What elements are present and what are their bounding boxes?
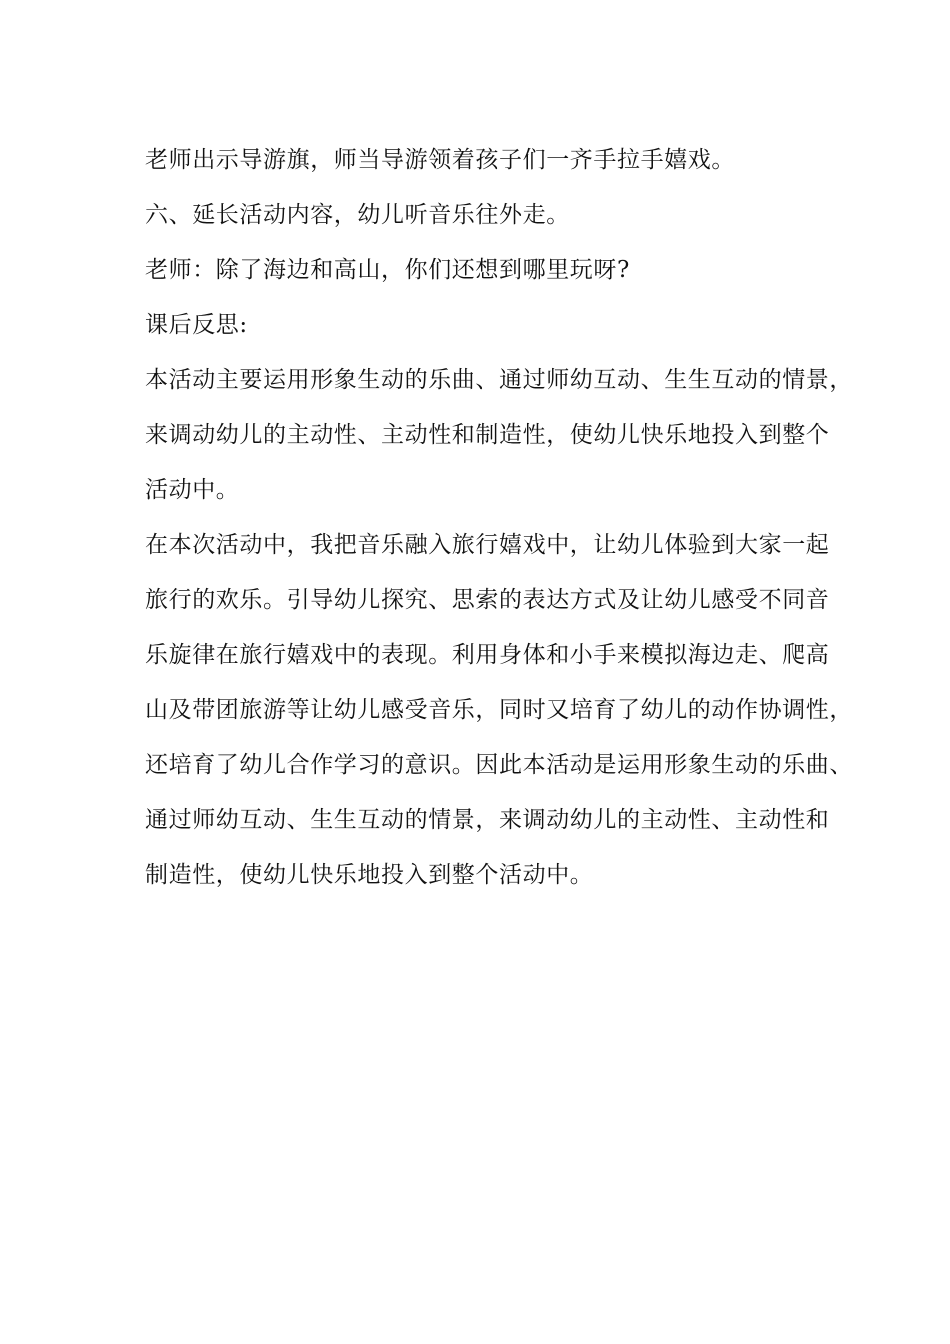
text-line-8: 在本次活动中，我把音乐融入旅行嬉戏中，让幼儿体验到大家一起 — [145, 532, 830, 558]
text-line-9: 旅行的欢乐。引导幼儿探究、思索的表达方式及让幼儿感受不同音 — [145, 587, 830, 613]
text-line-6: 来调动幼儿的主动性、主动性和制造性，使幼儿快乐地投入到整个 — [145, 422, 830, 448]
section-heading: 课后反思: — [145, 312, 248, 338]
document-body — [145, 133, 853, 903]
text-line-5: 本活动主要运用形象生动的乐曲、通过师幼互动、生生互动的情景， — [145, 367, 853, 393]
text-line-2: 六、延长活动内容，幼儿听音乐往外走。 — [145, 202, 570, 228]
text-line-14: 制造性，使幼儿快乐地投入到整个活动中。 — [145, 862, 594, 888]
text-line-1: 老师出示导游旗，师当导游领着孩子们一齐手拉手嬉戏。 — [145, 147, 735, 173]
text-line-10: 乐旋律在旅行嬉戏中的表现。利用身体和小手来模拟海边走、爬高 — [145, 642, 830, 668]
text-line-12: 还培育了幼儿合作学习的意识。因此本活动是运用形象生动的乐曲、 — [145, 752, 853, 778]
text-line-11: 山及带团旅游等让幼儿感受音乐，同时又培育了幼儿的动作协调性， — [145, 697, 853, 723]
text-line-3: 老师：除了海边和高山，你们还想到哪里玩呀? — [145, 257, 630, 283]
text-line-13: 通过师幼互动、生生互动的情景，来调动幼儿的主动性、主动性和 — [145, 807, 830, 833]
text-line-7: 活动中。 — [145, 477, 240, 503]
